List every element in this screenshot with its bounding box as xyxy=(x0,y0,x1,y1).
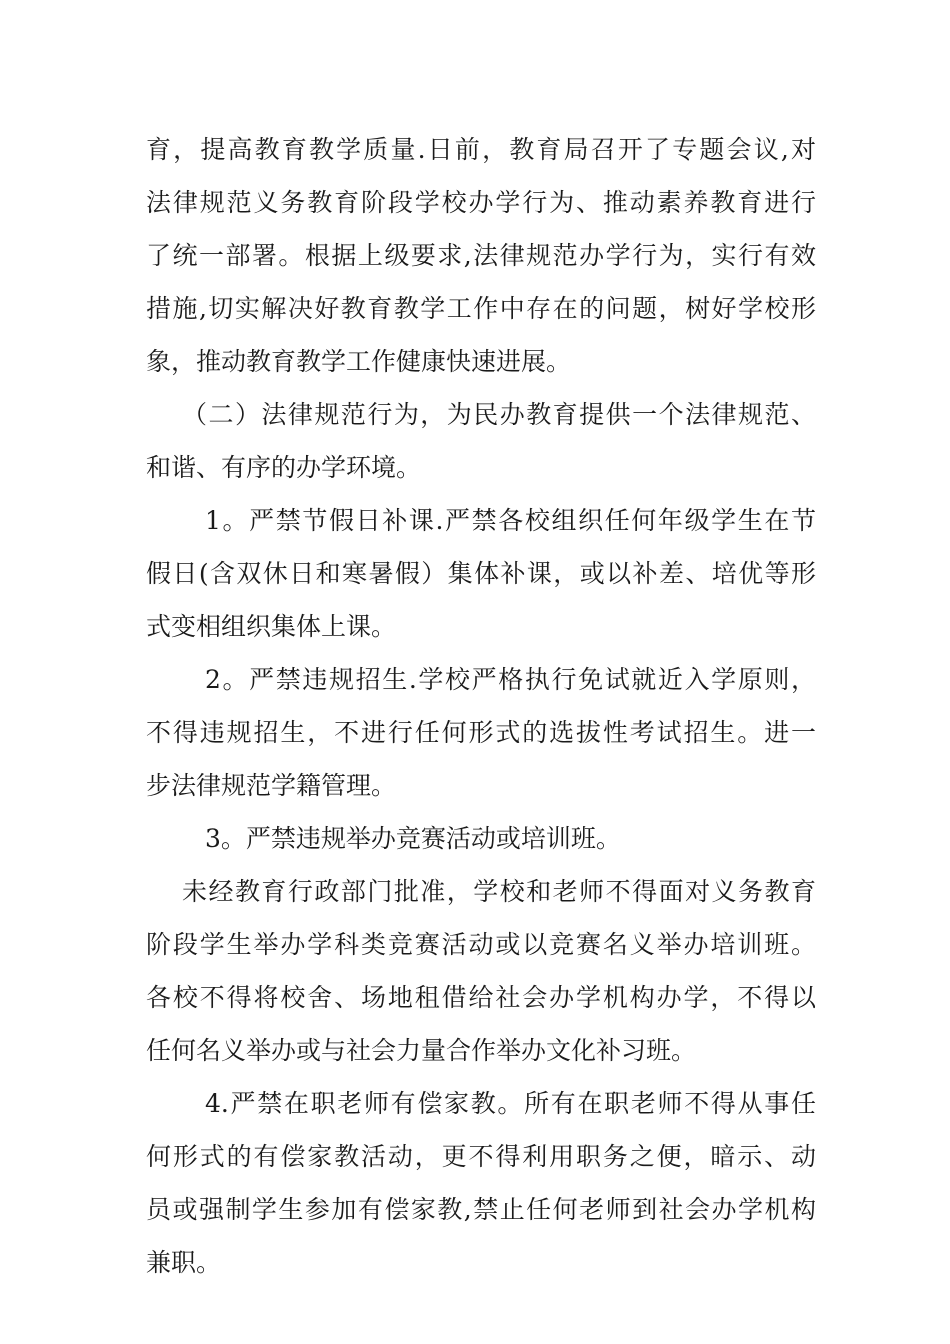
text-line: 阶段学生举办学科类竞赛活动或以竞赛名义举办培训班。 xyxy=(146,930,816,959)
section-heading: （二）法律规范行为，为民办教育提供一个法律规范、 xyxy=(182,400,816,429)
text-line: 措施,切实解决好教育教学工作中存在的问题，树好学校形 xyxy=(146,294,816,323)
list-item-2: 2。严禁违规招生.学校严格执行免试就近入学原则， xyxy=(205,665,816,694)
list-item-4: 4.严禁在职老师有偿家教。所有在职老师不得从事任 xyxy=(205,1089,816,1118)
list-item-3: 3。严禁违规举办竞赛活动或培训班。 xyxy=(205,824,621,853)
text-line: 各校不得将校舍、场地租借给社会办学机构办学，不得以 xyxy=(146,983,816,1012)
text-line: 步法律规范学籍管理。 xyxy=(146,771,397,800)
text-line: 假日(含双休日和寒暑假）集体补课，或以补差、培优等形 xyxy=(146,559,816,588)
text-line: 象，推动教育教学工作健康快速进展。 xyxy=(146,347,572,376)
text-line: 不得违规招生，不进行任何形式的选拔性考试招生。进一 xyxy=(146,718,816,747)
text-line: 任何名义举办或与社会力量合作举办文化补习班。 xyxy=(146,1036,697,1065)
text-line: 式变相组织集体上课。 xyxy=(146,612,397,641)
text-line: 员或强制学生参加有偿家教,禁止任何老师到社会办学机构 xyxy=(146,1195,816,1224)
list-item-1: 1。严禁节假日补课.严禁各校组织任何年级学生在节 xyxy=(205,506,816,535)
text-line: 育，提高教育教学质量.日前，教育局召开了专题会议,对 xyxy=(146,135,816,164)
text-line: 和谐、有序的办学环境。 xyxy=(146,453,422,482)
text-line: 何形式的有偿家教活动，更不得利用职务之便，暗示、动 xyxy=(146,1142,816,1171)
text-line: 兼职。 xyxy=(146,1248,222,1277)
text-line: 法律规范义务教育阶段学校办学行为、推动素养教育进行 xyxy=(146,188,816,217)
text-line: 了统一部署。根据上级要求,法律规范办学行为，实行有效 xyxy=(146,241,816,270)
paragraph-start: 未经教育行政部门批准，学校和老师不得面对义务教育 xyxy=(182,877,816,906)
